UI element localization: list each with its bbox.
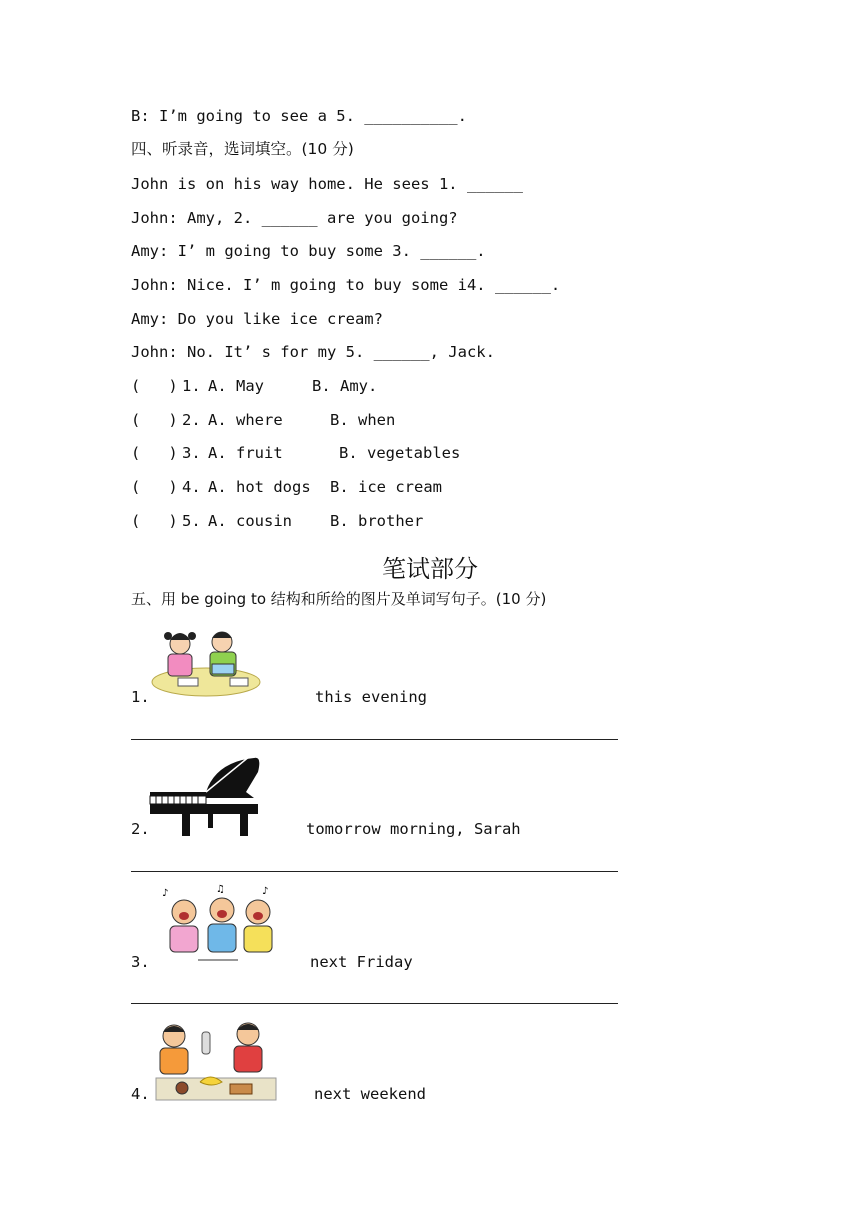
answer-blank[interactable]: ( ) xyxy=(131,377,178,395)
previous-question-line: B: I’m going to see a 5. __________. xyxy=(131,107,467,125)
prompt-phrase: this evening xyxy=(315,688,427,706)
item-number: 1. xyxy=(131,688,150,706)
option-b: B. when xyxy=(330,411,396,429)
item-number: 3. xyxy=(131,953,150,971)
answer-line[interactable] xyxy=(131,871,618,872)
svg-text:♫: ♫ xyxy=(216,884,225,895)
prompt-phrase: next weekend xyxy=(314,1085,426,1103)
choice-number: 4. xyxy=(182,478,201,496)
answer-line[interactable] xyxy=(131,1003,618,1004)
option-a: A. where xyxy=(208,411,283,429)
svg-text:♪: ♪ xyxy=(262,886,269,897)
svg-text:♪: ♪ xyxy=(162,888,169,899)
option-a: A. May xyxy=(208,377,264,395)
choice-number: 2. xyxy=(182,411,201,429)
choice-number: 1. xyxy=(182,377,201,395)
answer-blank[interactable]: ( ) xyxy=(131,411,178,429)
picnic-picture xyxy=(146,1016,278,1102)
item-number: 4. xyxy=(131,1085,150,1103)
prompt-phrase: next Friday xyxy=(310,953,413,971)
answer-line[interactable] xyxy=(131,739,618,740)
prompt-phrase: tomorrow morning, Sarah xyxy=(306,820,521,838)
dialogue-line: John: Amy, 2. ______ are you going? xyxy=(131,209,458,227)
dialogue-line: John: No. It’ s for my 5. ______, Jack. xyxy=(131,343,495,361)
option-a: A. fruit xyxy=(208,444,283,462)
section-5-title: 五、用 be going to 结构和所给的图片及单词写句子。(10 分) xyxy=(131,590,547,608)
option-b: B. brother xyxy=(330,512,424,530)
children-singing-picture xyxy=(158,882,284,968)
choice-number: 3. xyxy=(182,444,201,462)
option-b: B. vegetables xyxy=(339,444,461,462)
item-number: 2. xyxy=(131,820,150,838)
option-b: B. Amy. xyxy=(312,377,378,395)
written-part-title: 笔试部分 xyxy=(382,555,478,583)
dialogue-line: Amy: I’ m going to buy some 3. ______. xyxy=(131,242,486,260)
section-4-title: 四、听录音，选词填空。(10 分) xyxy=(131,140,354,158)
children-reading-picture xyxy=(150,622,262,700)
answer-blank[interactable]: ( ) xyxy=(131,512,178,530)
dialogue-line: Amy: Do you like ice cream? xyxy=(131,310,383,328)
option-a: A. hot dogs xyxy=(208,478,311,496)
option-a: A. cousin xyxy=(208,512,292,530)
choice-number: 5. xyxy=(182,512,201,530)
dialogue-line: John: Nice. I’ m going to buy some i4. ______. xyxy=(131,276,561,294)
piano-picture xyxy=(146,752,264,838)
dialogue-line: John is on his way home. He sees 1. ______ xyxy=(131,175,523,193)
answer-blank[interactable]: ( ) xyxy=(131,478,178,496)
answer-blank[interactable]: ( ) xyxy=(131,444,178,462)
option-b: B. ice cream xyxy=(330,478,442,496)
